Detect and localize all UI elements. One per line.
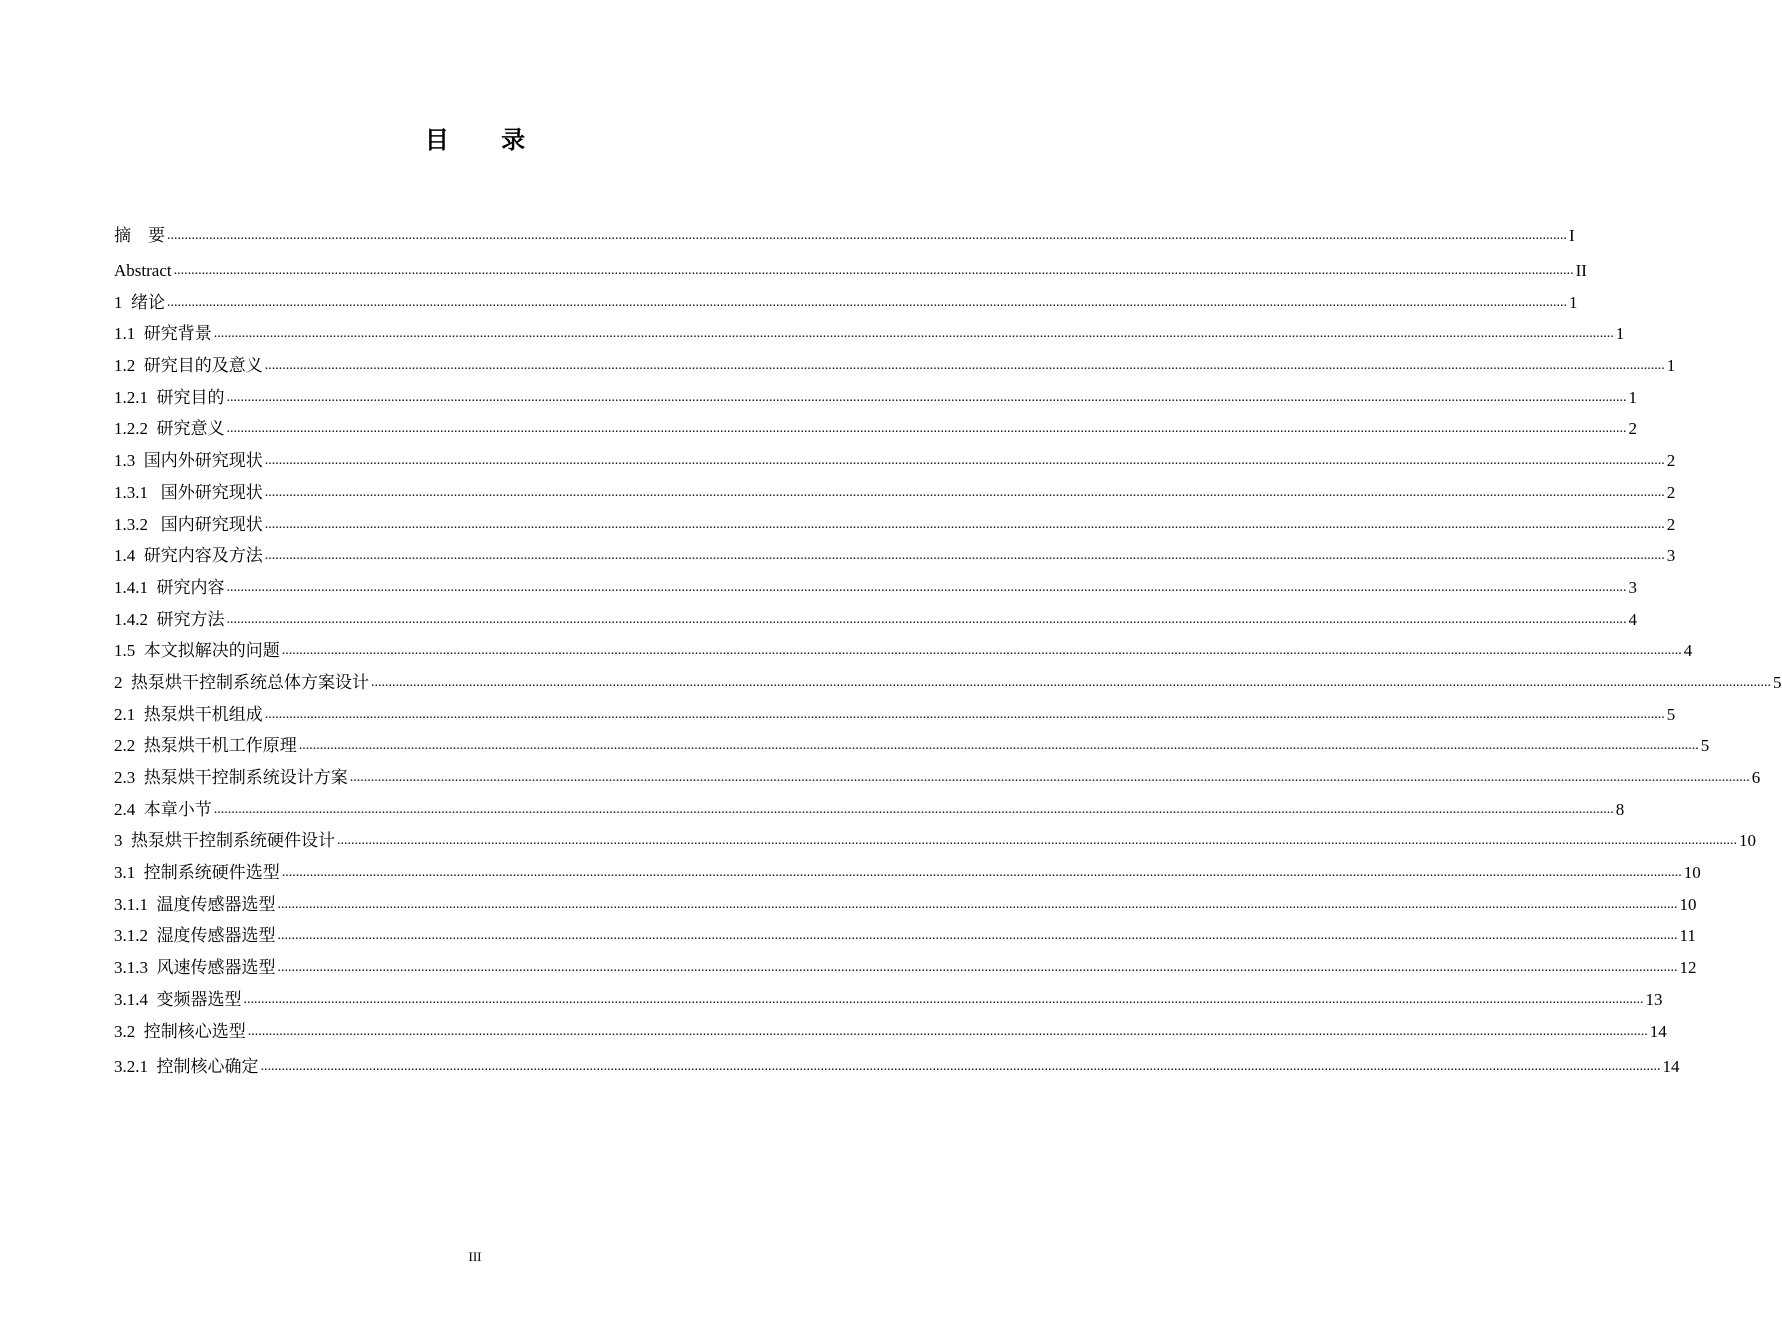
toc-dot-leader: ................................................................................................................................................................................................................................................................................................................................................................................................................ bbox=[264, 516, 1665, 532]
toc-dot-leader: ................................................................................................................................................................................................................................................................................................................................................................................................................ bbox=[264, 548, 1665, 564]
toc-entry-page: 10 bbox=[1683, 863, 1701, 883]
toc-entry[interactable] bbox=[114, 694, 1676, 726]
toc-dot-leader: ................................................................................................................................................................................................................................................................................................................................................................................................................ bbox=[213, 326, 1614, 342]
toc-dot-leader: ................................................................................................................................................................................................................................................................................................................................................................................................................ bbox=[371, 674, 1771, 690]
toc-entry-page: 1 bbox=[1615, 324, 1625, 344]
toc-entry[interactable] bbox=[114, 979, 1663, 1011]
toc-entry-label: 1.2.1 研究目的 bbox=[114, 387, 225, 407]
toc-entry[interactable] bbox=[114, 210, 1575, 247]
toc-entry-page: 1 bbox=[1666, 356, 1676, 376]
toc-entry[interactable] bbox=[114, 916, 1696, 948]
table-of-contents bbox=[114, 210, 1782, 1078]
toc-entry-label: 1.3.2 国内研究现状 bbox=[114, 514, 263, 534]
toc-entry-label: 2.3 热泵烘干控制系统设计方案 bbox=[114, 768, 348, 787]
toc-dot-leader: ................................................................................................................................................................................................................................................................................................................................................................................................................ bbox=[173, 263, 1574, 278]
toc-entry-page: 2 bbox=[1666, 514, 1676, 534]
toc-dot-leader: ................................................................................................................................................................................................................................................................................................................................................................................................................ bbox=[264, 706, 1665, 722]
toc-entry-page: 8 bbox=[1615, 799, 1625, 819]
toc-entry[interactable] bbox=[114, 536, 1676, 568]
toc-entry-label: 3 热泵烘干控制系统硬件设计 bbox=[114, 831, 335, 851]
toc-entry-page: 11 bbox=[1679, 926, 1696, 946]
toc-entry-page: 1 bbox=[1628, 387, 1637, 407]
toc-entry-label: 2 热泵烘干控制系统总体方案设计 bbox=[114, 672, 369, 692]
toc-entry[interactable] bbox=[114, 757, 1761, 789]
toc-entry-label: 1.1 研究背景 bbox=[114, 324, 212, 344]
toc-entry[interactable] bbox=[114, 314, 1625, 346]
toc-entry-page: I bbox=[1569, 226, 1575, 245]
toc-entry[interactable] bbox=[114, 472, 1676, 504]
toc-entry[interactable] bbox=[114, 282, 1578, 314]
toc-entry[interactable] bbox=[114, 1011, 1667, 1043]
toc-dot-leader: ................................................................................................................................................................................................................................................................................................................................................................................................................ bbox=[213, 801, 1614, 817]
toc-dot-leader: ................................................................................................................................................................................................................................................................................................................................................................................................................ bbox=[277, 896, 1678, 912]
toc-dot-leader: ................................................................................................................................................................................................................................................................................................................................................................................................................ bbox=[226, 421, 1627, 437]
toc-dot-leader: ................................................................................................................................................................................................................................................................................................................................................................................................................ bbox=[337, 833, 1737, 849]
toc-entry-label: 3.1.2 湿度传感器选型 bbox=[114, 926, 276, 946]
toc-dot-leader: ................................................................................................................................................................................................................................................................................................................................................................................................................ bbox=[264, 453, 1665, 469]
toc-entry[interactable] bbox=[114, 789, 1625, 821]
toc-entry[interactable] bbox=[114, 662, 1782, 694]
page-title: 目 录 bbox=[424, 126, 548, 154]
toc-entry-label: 2.4 本章小节 bbox=[114, 799, 212, 819]
toc-entry-label: 1.3.1 国外研究现状 bbox=[114, 482, 263, 502]
toc-entry-label: 1.4.1 研究内容 bbox=[114, 577, 225, 597]
toc-entry[interactable] bbox=[114, 631, 1693, 663]
toc-entry-page: 2 bbox=[1666, 482, 1676, 502]
toc-entry-page: 5 bbox=[1773, 672, 1782, 692]
toc-dot-leader: ................................................................................................................................................................................................................................................................................................................................................................................................................ bbox=[167, 228, 1567, 243]
toc-entry[interactable] bbox=[114, 599, 1637, 631]
toc-dot-leader: ................................................................................................................................................................................................................................................................................................................................................................................................................ bbox=[226, 389, 1627, 405]
toc-entry-label: 2.1 热泵烘干机组成 bbox=[114, 704, 263, 724]
toc-dot-leader: ................................................................................................................................................................................................................................................................................................................................................................................................................ bbox=[277, 960, 1678, 976]
toc-entry[interactable] bbox=[114, 377, 1637, 409]
toc-entry-label: 1.2.2 研究意义 bbox=[114, 419, 225, 439]
toc-dot-leader: ................................................................................................................................................................................................................................................................................................................................................................................................................ bbox=[298, 738, 1699, 754]
toc-entry[interactable] bbox=[114, 567, 1637, 599]
toc-entry-page: 6 bbox=[1751, 768, 1761, 787]
toc-entry[interactable] bbox=[114, 884, 1697, 916]
toc-entry-page: 3 bbox=[1666, 546, 1676, 566]
toc-entry-label: 3.2.1 控制核心确定 bbox=[114, 1056, 259, 1076]
toc-dot-leader: ................................................................................................................................................................................................................................................................................................................................................................................................................ bbox=[260, 1058, 1661, 1074]
toc-dot-leader: ................................................................................................................................................................................................................................................................................................................................................................................................................ bbox=[226, 579, 1627, 595]
toc-entry-page: 10 bbox=[1679, 894, 1697, 914]
toc-entry[interactable] bbox=[114, 440, 1676, 472]
toc-entry-label: 1 绪论 bbox=[114, 292, 165, 312]
toc-entry[interactable] bbox=[114, 1043, 1680, 1078]
toc-dot-leader: ................................................................................................................................................................................................................................................................................................................................................................................................................ bbox=[247, 1023, 1648, 1039]
toc-entry-label: 3.1.1 温度传感器选型 bbox=[114, 894, 276, 914]
toc-entry-label: 1.2 研究目的及意义 bbox=[114, 356, 263, 376]
toc-entry-page: 4 bbox=[1683, 641, 1693, 661]
toc-entry-label: 3.2 控制核心选型 bbox=[114, 1021, 246, 1041]
toc-entry-label: 1.4.2 研究方法 bbox=[114, 609, 225, 629]
toc-dot-leader: ................................................................................................................................................................................................................................................................................................................................................................................................................ bbox=[264, 484, 1665, 500]
toc-entry[interactable] bbox=[114, 247, 1587, 282]
toc-entry[interactable] bbox=[114, 726, 1710, 758]
toc-dot-leader: ................................................................................................................................................................................................................................................................................................................................................................................................................ bbox=[281, 865, 1682, 881]
toc-dot-leader: ................................................................................................................................................................................................................................................................................................................................................................................................................ bbox=[226, 611, 1627, 627]
toc-dot-leader: ................................................................................................................................................................................................................................................................................................................................................................................................................ bbox=[167, 294, 1567, 310]
toc-dot-leader: ................................................................................................................................................................................................................................................................................................................................................................................................................ bbox=[243, 991, 1644, 1007]
toc-entry-label: 1.5 本文拟解决的问题 bbox=[114, 641, 280, 661]
toc-entry-page: 2 bbox=[1666, 451, 1676, 471]
toc-dot-leader: ................................................................................................................................................................................................................................................................................................................................................................................................................ bbox=[349, 770, 1750, 785]
toc-entry-page: 14 bbox=[1649, 1021, 1667, 1041]
toc-dot-leader: ................................................................................................................................................................................................................................................................................................................................................................................................................ bbox=[281, 643, 1682, 659]
toc-entry[interactable] bbox=[114, 852, 1701, 884]
toc-entry-label: 1.4 研究内容及方法 bbox=[114, 546, 263, 566]
toc-entry-page: II bbox=[1575, 261, 1587, 280]
toc-entry[interactable] bbox=[114, 821, 1756, 853]
toc-entry-label: Abstract bbox=[114, 261, 172, 280]
toc-entry-label: 3.1.4 变频器选型 bbox=[114, 989, 242, 1009]
toc-entry-page: 1 bbox=[1569, 292, 1578, 312]
toc-dot-leader: ................................................................................................................................................................................................................................................................................................................................................................................................................ bbox=[264, 358, 1665, 374]
toc-entry-page: 2 bbox=[1628, 419, 1637, 439]
toc-entry-page: 13 bbox=[1645, 989, 1663, 1009]
toc-entry-label: 2.2 热泵烘干机工作原理 bbox=[114, 736, 297, 756]
toc-entry[interactable] bbox=[114, 409, 1637, 441]
toc-entry[interactable] bbox=[114, 947, 1697, 979]
toc-entry-label: 3.1 控制系统硬件选型 bbox=[114, 863, 280, 883]
toc-entry-page: 12 bbox=[1679, 958, 1697, 978]
toc-entry-label: 1.3 国内外研究现状 bbox=[114, 451, 263, 471]
toc-entry-page: 5 bbox=[1666, 704, 1676, 724]
toc-entry-label: 3.1.3 风速传感器选型 bbox=[114, 958, 276, 978]
toc-entry-page: 4 bbox=[1628, 609, 1637, 629]
toc-entry-page: 5 bbox=[1700, 736, 1710, 756]
toc-entry-page: 3 bbox=[1628, 577, 1637, 597]
toc-entry-page: 14 bbox=[1662, 1056, 1680, 1076]
toc-entry-label: 摘 要 bbox=[114, 226, 165, 245]
toc-entry-page: 10 bbox=[1739, 831, 1756, 851]
toc-dot-leader: ................................................................................................................................................................................................................................................................................................................................................................................................................ bbox=[277, 928, 1678, 944]
page-number: III bbox=[468, 1249, 482, 1264]
toc-entry[interactable] bbox=[114, 504, 1676, 536]
toc-entry[interactable] bbox=[114, 345, 1676, 377]
